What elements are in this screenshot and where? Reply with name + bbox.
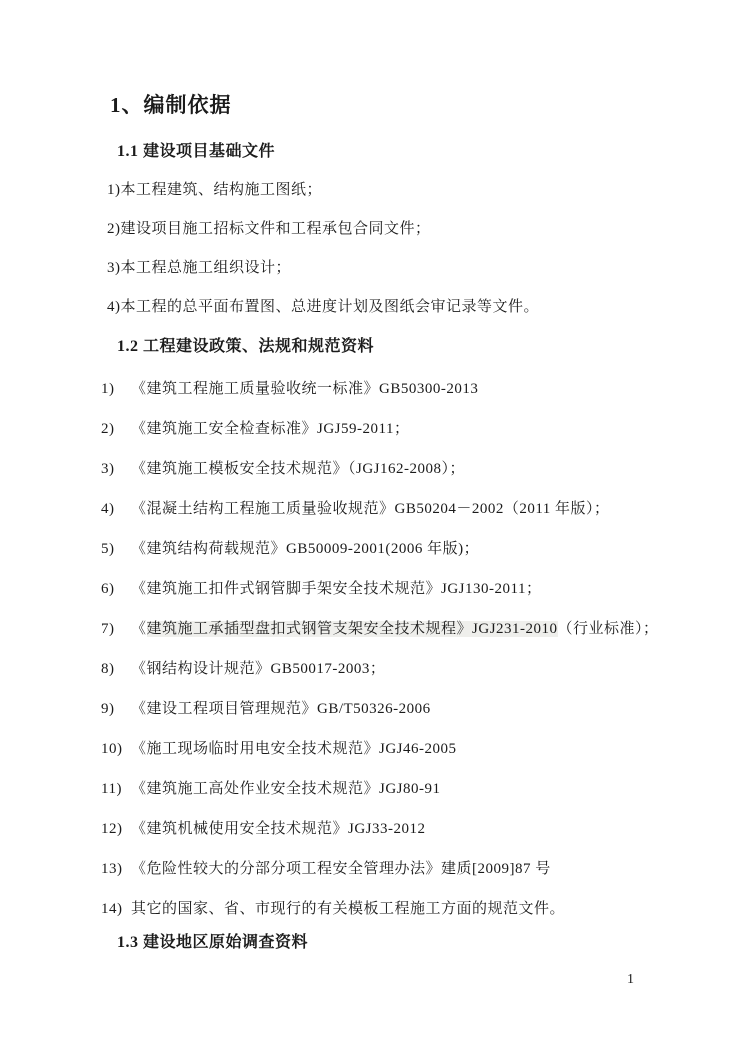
item-number: 10) (101, 741, 123, 757)
item-text: 《建筑结构荷载规范》GB50009-2001(2006 年版)； (131, 541, 480, 557)
section-heading-1-2: 1.2 工程建设政策、法规和规范资料 (117, 338, 375, 355)
item-text-pre: 《 (131, 621, 147, 637)
item-number: 1) (107, 182, 121, 198)
item-text: 《建筑机械使用安全技术规范》JGJ33-2012 (131, 821, 426, 837)
item-number: 8) (101, 661, 115, 677)
item-number: 13) (101, 861, 123, 877)
item-number: 12) (101, 821, 123, 837)
list-item (101, 539, 744, 560)
item-text: 《建设工程项目管理规范》GB/T50326-2006 (131, 701, 431, 717)
item-text: 本工程建筑、结构施工图纸； (120, 182, 323, 198)
item-text: 建设项目施工招标文件和工程承包合同文件； (120, 221, 431, 237)
item-number: 7) (101, 621, 115, 637)
item-text: 《混凝土结构工程施工质量验收规范》GB50204－2002（2011 年版）； (131, 501, 610, 517)
item-text: 本工程总施工组织设计； (120, 260, 292, 276)
list-item (107, 180, 744, 201)
item-number: 14) (101, 901, 123, 917)
list-item (107, 258, 744, 279)
item-text-post: （行业标准）； (557, 621, 659, 637)
list-item (101, 459, 744, 480)
item-text: 其它的国家、省、市现行的有关模板工程施工方面的规范文件。 (131, 901, 566, 917)
item-number: 6) (101, 581, 115, 597)
item-number: 2) (101, 421, 115, 437)
item-text (131, 619, 744, 640)
item-number: 5) (101, 541, 115, 557)
list-item (101, 699, 744, 720)
list-item (107, 219, 744, 240)
item-number: 3) (107, 260, 121, 276)
item-number: 4) (107, 299, 121, 315)
item-text: 《建筑施工高处作业安全技术规范》JGJ80-91 (131, 781, 441, 797)
list-item (101, 659, 744, 680)
item-text: 《施工现场临时用电安全技术规范》JGJ46-2005 (131, 741, 457, 757)
list-item (101, 819, 744, 840)
item-text: 《建筑施工安全检查标准》JGJ59-2011； (131, 421, 410, 437)
item-number: 3) (101, 461, 115, 477)
list-item (101, 379, 744, 400)
item-text: 《建筑施工扣件式钢管脚手架安全技术规范》JGJ130-2011； (131, 581, 542, 597)
section-heading-1-1: 1.1 建设项目基础文件 (117, 143, 276, 160)
list-item (107, 297, 744, 318)
highlighted-text: 建筑施工承插型盘扣式钢管支架安全技术规程》JGJ231-2010 (146, 621, 558, 637)
list-item (101, 899, 744, 920)
item-text: 《建筑施工模板安全技术规范》（JGJ162-2008）； (131, 461, 466, 477)
page-title: 1、编制依据 (110, 93, 232, 117)
item-text: 本工程的总平面布置图、总进度计划及图纸会审记录等文件。 (120, 299, 540, 315)
item-number: 4) (101, 501, 115, 517)
list-item-highlighted (101, 619, 744, 640)
section-heading-1-3: 1.3 建设地区原始调查资料 (117, 934, 309, 951)
list-item (101, 579, 744, 600)
list-item (101, 499, 744, 520)
list-item (101, 739, 744, 760)
page-number: 1 (627, 972, 634, 987)
list-item (101, 419, 744, 440)
item-text: 《危险性较大的分部分项工程安全管理办法》建质[2009]87 号 (131, 861, 551, 877)
item-number: 1) (101, 381, 115, 397)
item-number: 9) (101, 701, 115, 717)
list-item (101, 859, 744, 880)
item-number: 2) (107, 221, 121, 237)
list-item (101, 779, 744, 800)
item-number: 11) (101, 781, 122, 797)
item-text: 《钢结构设计规范》GB50017-2003； (131, 661, 386, 677)
item-text: 《建筑工程施工质量验收统一标准》GB50300-2013 (131, 381, 479, 397)
